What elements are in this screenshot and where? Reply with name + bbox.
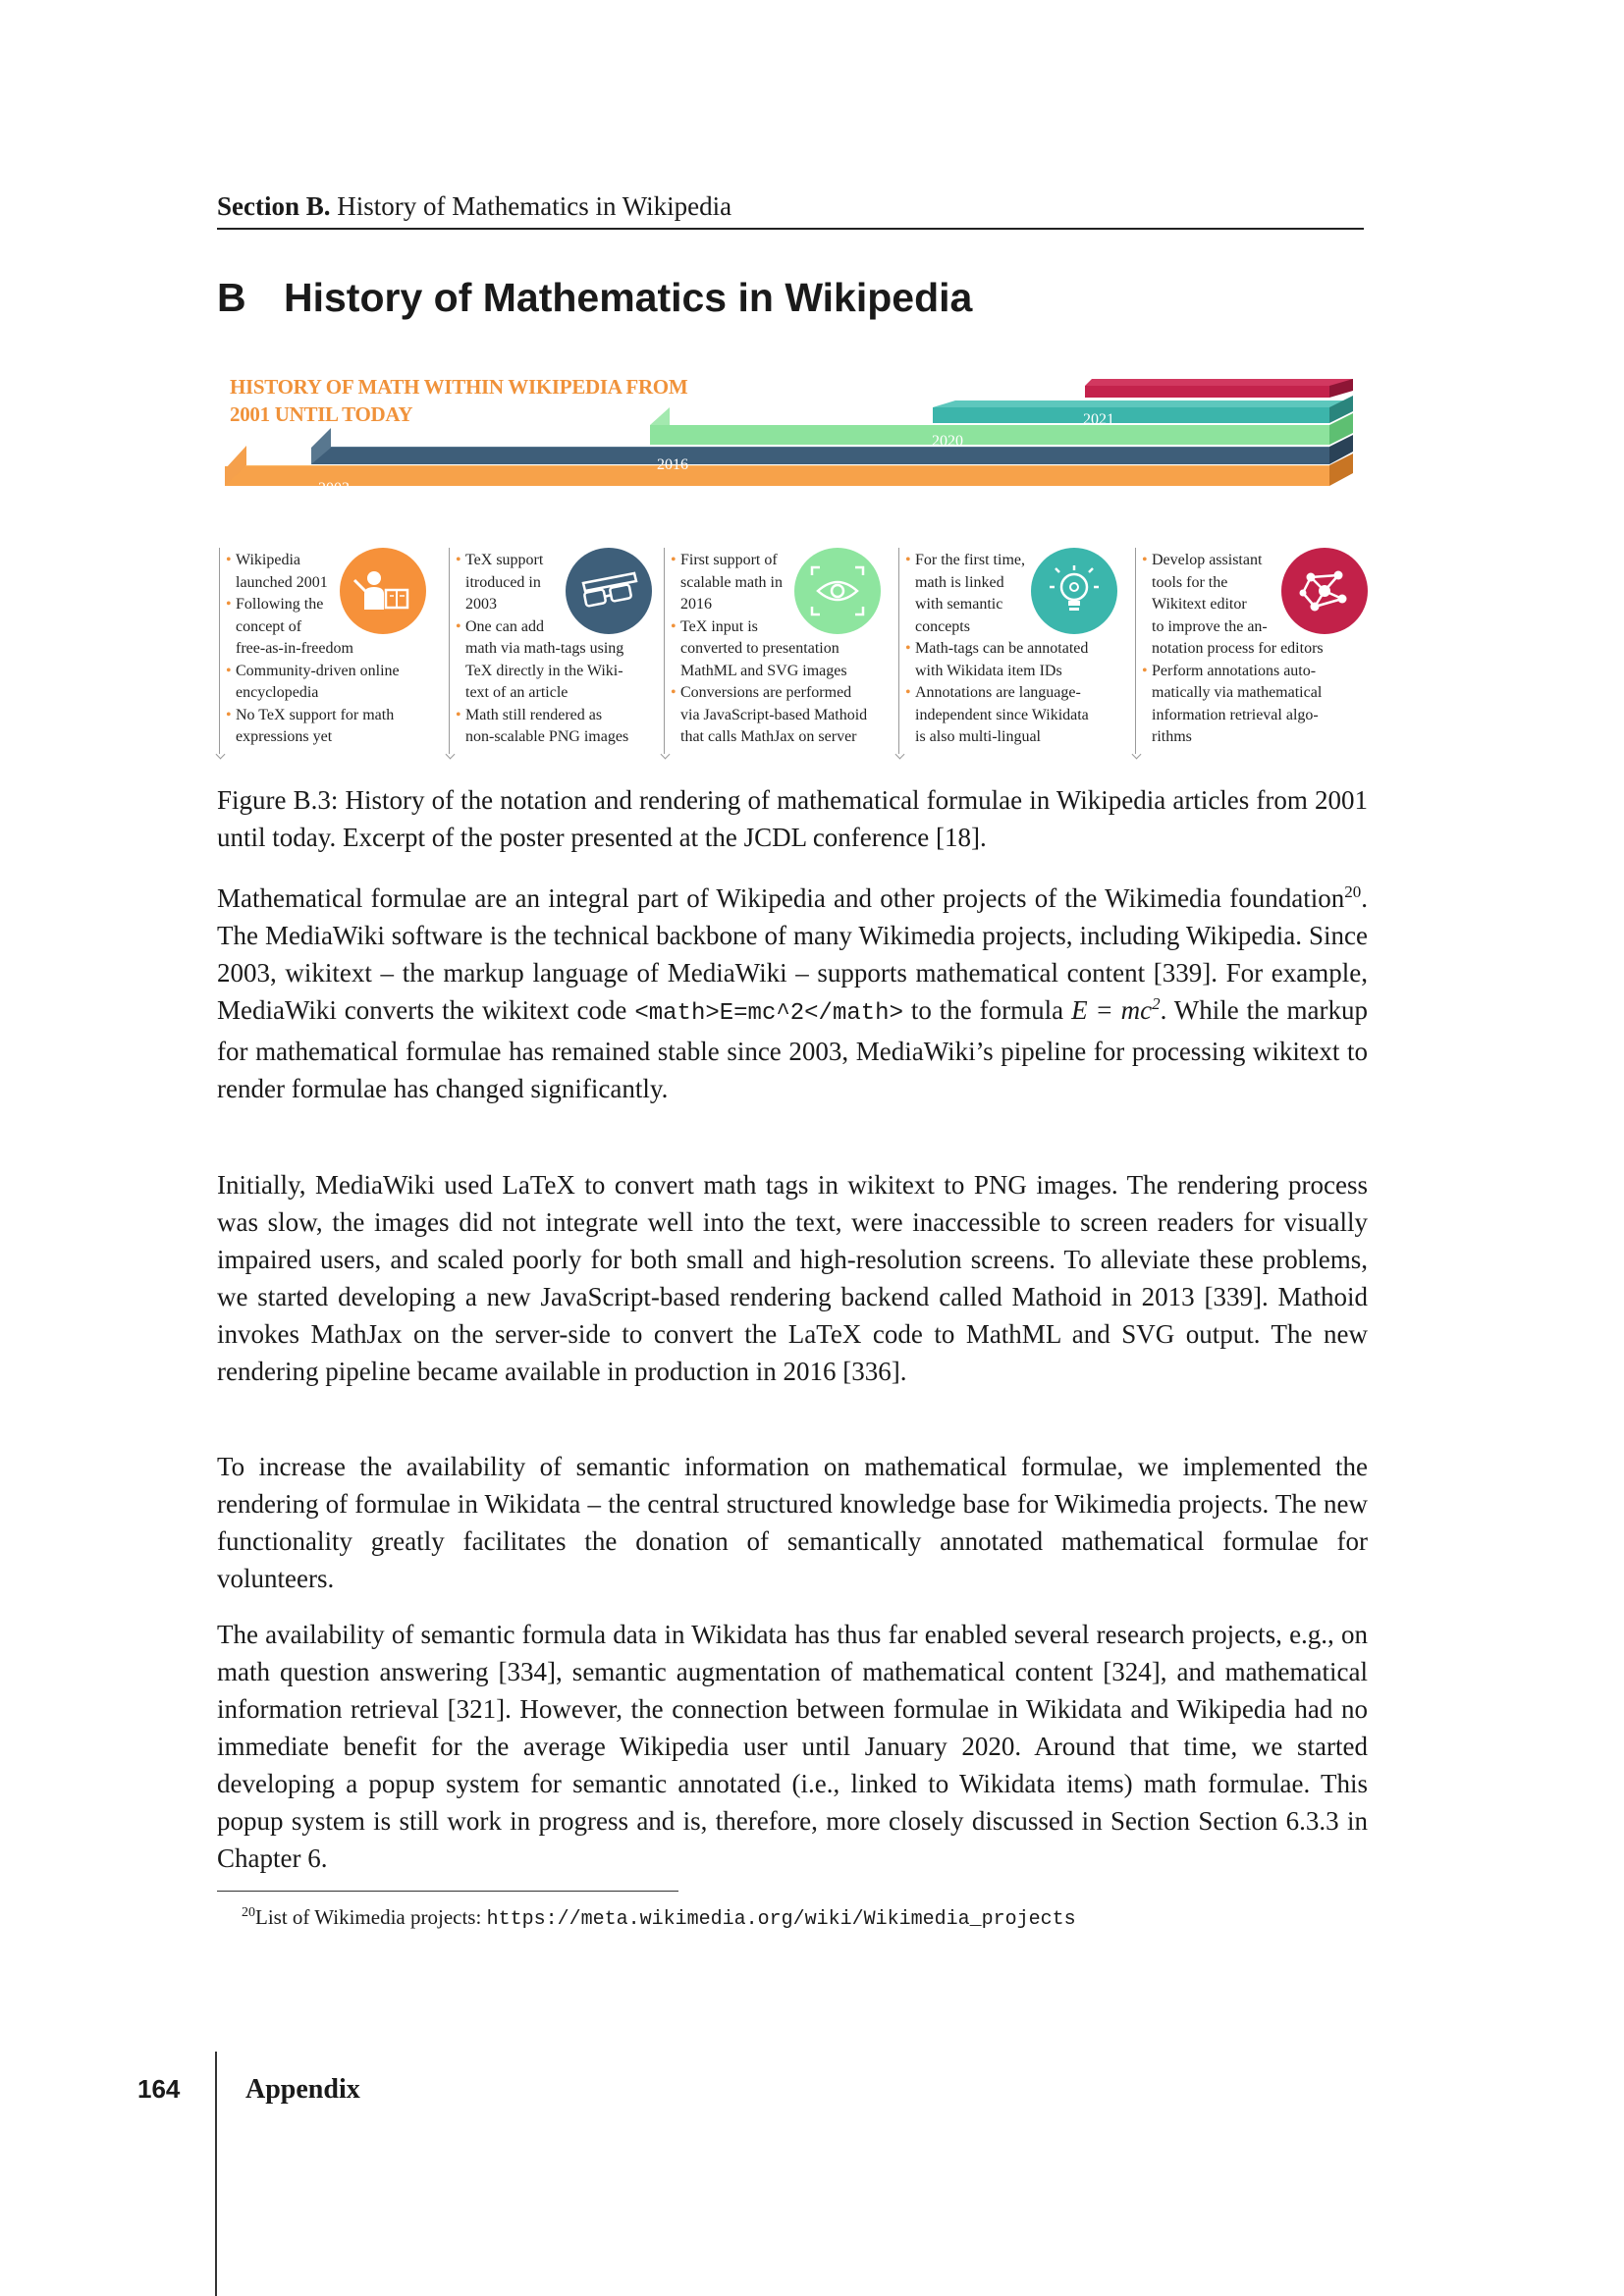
bullet-item: • Develop assistant tools for the Wikitext editor to improve the an- notation process for editors xyxy=(1142,552,1324,657)
bullet-item: • No TeX support for math expressions yet xyxy=(226,706,395,745)
timeline-column-2001 xyxy=(219,548,436,754)
folio-rule xyxy=(215,2052,217,2296)
timeline-column-2020 xyxy=(898,548,1115,754)
running-head-title: History of Mathematics in Wikipedia xyxy=(337,191,732,221)
body-paragraph-3: To increase the availability of semantic information on mathematical formulae, we implemented the rendering of formulae in Wikidata – the central structured knowledge base for Wikimedia projects. The new functionality greatly facilitates the donation of semantically annotated mathematical formulae for volunteers. xyxy=(217,1452,1368,1593)
column-bullets xyxy=(220,548,436,749)
column-arrow xyxy=(661,750,671,760)
bullet-item: • One can add math via math-tags using TeX directly in the Wiki- text of an article xyxy=(456,617,624,701)
timeline-figure xyxy=(217,363,1368,754)
year-label-2020: 2020 xyxy=(932,433,963,450)
bullet-item: • Conversions are performed via JavaScript-based Mathoid that calls MathJax on server xyxy=(671,684,868,745)
footnote-rule xyxy=(217,1891,678,1892)
page-number: 164 xyxy=(137,2074,181,2104)
timeline-column-2003 xyxy=(449,548,666,754)
column-arrow xyxy=(895,750,905,760)
figure-title-line: 2001 UNTIL TODAY xyxy=(230,402,413,426)
footnote-text: List of Wikimedia projects: xyxy=(255,1905,487,1929)
column-bullets xyxy=(899,548,1115,749)
footnote-link[interactable]: https://meta.wikimedia.org/wiki/Wikimedia_projects xyxy=(486,1908,1076,1931)
column-arrow xyxy=(446,750,456,760)
figure-caption: Figure B.3: History of the notation and rendering of mathematical formulae in Wikipedia articles from 2001 until today. Excerpt of the poster presented at the JCDL conference [18]. xyxy=(217,785,1368,852)
bullet-item: • Annotations are language- independent since Wikidata is also multi-lingual xyxy=(905,684,1089,745)
footnote-mark: 20 xyxy=(242,1905,255,1920)
column-bullets xyxy=(1136,548,1352,749)
year-label-2021: 2021 xyxy=(1083,411,1114,428)
latex-logo: LaTeX xyxy=(787,1319,862,1349)
chapter-label: Appendix xyxy=(245,2074,360,2105)
band-2016 xyxy=(650,425,1329,445)
band-2020-top xyxy=(933,400,1353,407)
band-2021-top xyxy=(1085,379,1353,386)
column-bullets xyxy=(665,548,881,749)
timeline-column-2021 xyxy=(1135,548,1352,754)
bullet-item: • Following the concept of free-as-in-freedom xyxy=(226,596,353,657)
bullet-item: • TeX input is converted to presentation MathML and SVG images xyxy=(671,617,847,679)
latex-logo: LaTeX xyxy=(502,1170,575,1200)
footnote xyxy=(242,1898,1371,1935)
bullet-item: • TeX support itroduced in 2003 xyxy=(456,552,544,613)
band-2001 xyxy=(225,466,1329,486)
bullet-item: • Wikipedia launched 2001 xyxy=(226,552,328,591)
body-paragraph-4: The availability of semantic formula data in Wikidata has thus far enabled several research projects, e.g., on math question answering [334], semantic augmentation of mathematical content [324], and mathematical information retrieval [321]. However, the connection between formulae in Wikidata and Wikipedia had no immediate benefit for the average Wikipedia user until January 2020. Around that time, we started developing a popup system for semantic annotated (i.e., linked to Wikidata items) math formulae. This popup system is still work in progress and is, therefore, more closely discussed in Section Section 6.3.3 in Chapter 6. xyxy=(217,1620,1368,1873)
section-title xyxy=(217,270,1366,325)
bullet-item: • Math still rendered as non-scalable PNG images xyxy=(456,706,629,745)
running-head-section: Section B. xyxy=(217,191,331,221)
body-paragraph-2: Initially, MediaWiki used LaTeX to convert math tags in wikitext to PNG images. The rendering process was slow, the images did not integrate well into the text, were inaccessible to screen readers for visually impaired users, and scaled poorly for both small and high-resolution screens. To alleviate these problems, we started developing a new JavaScript-based rendering backend called Mathoid in 2013 [339]. Mathoid invokes MathJax on the server-side to convert the LaTeX code to MathML and SVG output. The new rendering pipeline became available in production in 2016 [336]. xyxy=(217,1170,1369,1386)
column-arrow xyxy=(216,750,226,760)
year-label-2003: 2003 xyxy=(318,480,350,497)
year-label-2001: 2001 xyxy=(230,504,261,520)
bullet-item: • Math-tags can be annotated with Wikidata item IDs xyxy=(905,640,1089,679)
band-2003 xyxy=(311,448,1329,464)
bullet-item: • Community-driven online encyclopedia xyxy=(226,662,400,701)
footnote-ref[interactable]: 20 xyxy=(1344,882,1362,901)
column-bullets xyxy=(450,548,666,749)
timeline-column-2016 xyxy=(664,548,881,754)
band-2020 xyxy=(933,407,1329,423)
band-2016-left xyxy=(650,407,670,425)
figure-title-line: HISTORY OF MATH WITHIN WIKIPEDIA FROM xyxy=(230,375,688,399)
inline-formula: E = mc xyxy=(1071,995,1153,1025)
section-title-text: History of Mathematics in Wikipedia xyxy=(284,275,973,320)
bullet-item: • Perform annotations auto- matically via mathematical information retrieval algo- rithms xyxy=(1142,662,1323,745)
running-head xyxy=(217,188,1364,230)
bullet-item: • First support of scalable math in 2016 xyxy=(671,552,783,613)
bullet-item: • For the first time, math is linked with semantic concepts xyxy=(905,552,1025,635)
band-2021 xyxy=(1085,386,1329,398)
section-number: B xyxy=(217,275,246,320)
inline-code: <math>E=mc^2</math> xyxy=(634,1000,903,1027)
column-arrow xyxy=(1132,750,1142,760)
year-label-2016: 2016 xyxy=(657,456,688,473)
body-paragraph-1: Mathematical formulae are an integral part of Wikipedia and other projects of the Wikimedia foundation$^{20}$. The MediaWiki software is the technical backbone of many Wikimedia projects, including Wikipedia. Since 2003, wikitext – the markup language of MediaWiki – supports mathematical content [339]. For example, MediaWiki converts the wikitext code <math>E=mc^2</math> to the formula $E = mc^2$. While the markup for mathematical formulae has remained stable since 2003, MediaWiki’s pipeline for processing wikitext to render formulae has changed significantly. xyxy=(217,882,1368,1103)
timeline-bands xyxy=(217,363,1368,540)
